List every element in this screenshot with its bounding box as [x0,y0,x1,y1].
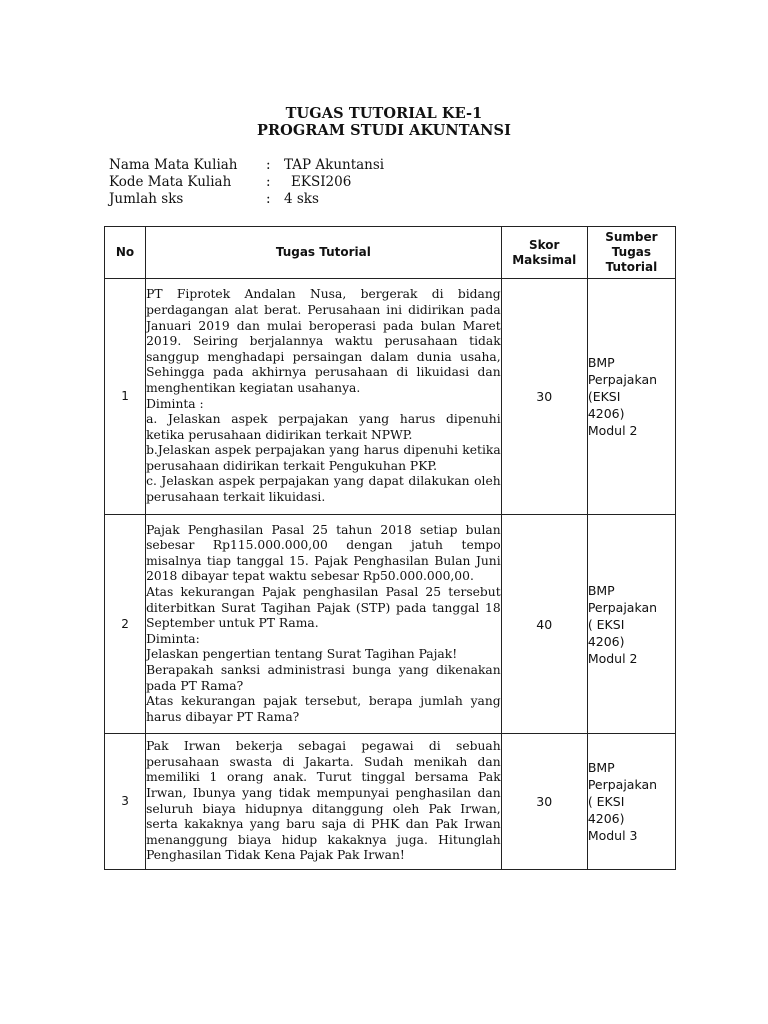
header-source: Sumber Tugas Tutorial [587,227,675,279]
task-number: 2 [105,515,146,734]
header-task: Tugas Tutorial [146,227,502,279]
max-score: 40 [501,515,587,734]
source-line: Perpajakan [587,372,658,387]
source-line: ( EKSI [587,616,625,632]
credits-value: 4 sks [284,191,319,207]
document-subtitle: PROGRAM STUDI AKUNTANSI [257,122,511,139]
source-line: ( EKSI [587,794,625,809]
task-description [146,734,502,870]
header-score: Skor Maksimal [501,227,587,279]
task-number: 1 [105,279,146,515]
document-title: TUGAS TUTORIAL KE-1 [285,105,483,122]
task-paragraph: Jelaskan pengertian tentang Surat Tagihan Pajak! [146,647,458,662]
source-line: 4206) [587,811,625,826]
source-line: Modul 3 [587,828,638,843]
task-paragraph: c. Jelaskan aspek perpajakan yang dapat dilakukan oleh perusahaan terkait likuidasi. [146,474,501,505]
task-source [587,734,675,870]
task-number: 3 [105,734,146,870]
source-line: BMP [587,760,615,775]
header-no: No [105,227,146,279]
source-line: Modul 2 [587,423,638,438]
source-line: BMP [587,582,615,598]
source-line: Perpajakan [587,599,658,615]
source-line: Modul 2 [587,650,638,666]
task-paragraph: Atas kekurangan Pajak penghasilan Pasal 25 tersebut diterbitkan Surat Tagihan Pajak (STP) pada tanggal 18 September untuk PT Rama. [146,585,501,631]
course-name-colon: : [266,157,271,173]
table-row [105,515,676,734]
source-line: 4206) [587,633,625,649]
task-paragraph: Pak Irwan bekerja sebagai pegawai di sebuah perusahaan swasta di Jakarta. Sudah menikah dan memiliki 1 orang anak. Turut tinggal bersama Pak Irwan, Ibunya yang tidak mempunyai penghasilan dan seluruh biaya hidupnya ditanggung oleh Pak Irwan, serta kakaknya yang baru saja di PHK dan Pak Irwan menanggung biaya hidup kakaknya juga. Hitunglah Penghasilan Tidak Kena Pajak Pak Irwan! [146,739,501,863]
source-line: (EKSI [587,389,621,404]
task-source [587,515,675,734]
tutorial-task-table [104,226,676,870]
task-source [587,279,675,515]
table-header-row [105,227,676,279]
course-code-label: Kode Mata Kuliah [109,174,232,190]
max-score: 30 [501,734,587,870]
task-paragraph: Diminta: [146,631,200,646]
task-paragraph: Atas kekurangan pajak tersebut, berapa jumlah yang harus dibayar PT Rama? [146,694,501,724]
course-code-value: EKSI206 [291,174,352,190]
source-line: 4206) [587,406,625,421]
task-description [146,515,502,734]
course-name-label: Nama Mata Kuliah [109,157,238,173]
task-paragraph: Diminta : [146,396,204,411]
task-description [146,279,502,515]
max-score: 30 [501,279,587,515]
task-paragraph: PT Fiprotek Andalan Nusa, bergerak di bidang perdagangan alat berat. Perusahaan ini didirikan pada Januari 2019 dan mulai beroperasi pada bulan Maret 2019. Seiring berjalannya waktu perusahaan tidak sanggup menghadapi persaingan dalam dunia usaha, Sehingga pada akhirnya perusahaan di likuidasi dan menghentikan kegiatan usahanya. [146,287,501,395]
task-paragraph: a. Jelaskan aspek perpajakan yang harus dipenuhi ketika perusahaan didirikan terkait NPWP. [146,412,501,442]
credits-colon: : [266,191,271,207]
source-line: Perpajakan [587,777,658,792]
task-paragraph: Berapakah sanksi administrasi bunga yang dikenakan pada PT Rama? [146,662,501,693]
course-code-colon: : [266,174,271,190]
table-row [105,734,676,870]
task-paragraph: b.Jelaskan aspek perpajakan yang harus dipenuhi ketika perusahaan didirikan terkait Pengukuhan PKP. [146,443,501,473]
source-line: BMP [587,355,615,370]
course-name-value: TAP Akuntansi [284,157,385,173]
table-row [105,279,676,515]
task-paragraph: Pajak Penghasilan Pasal 25 tahun 2018 setiap bulan sebesar Rp115.000.000,00 dengan jatuh tempo misalnya tiap tanggal 15. Pajak Penghasilan Bulan Juni 2018 dibayar tepat waktu sebesar Rp50.000.000,00. [146,522,501,584]
credits-label: Jumlah sks [109,191,184,207]
